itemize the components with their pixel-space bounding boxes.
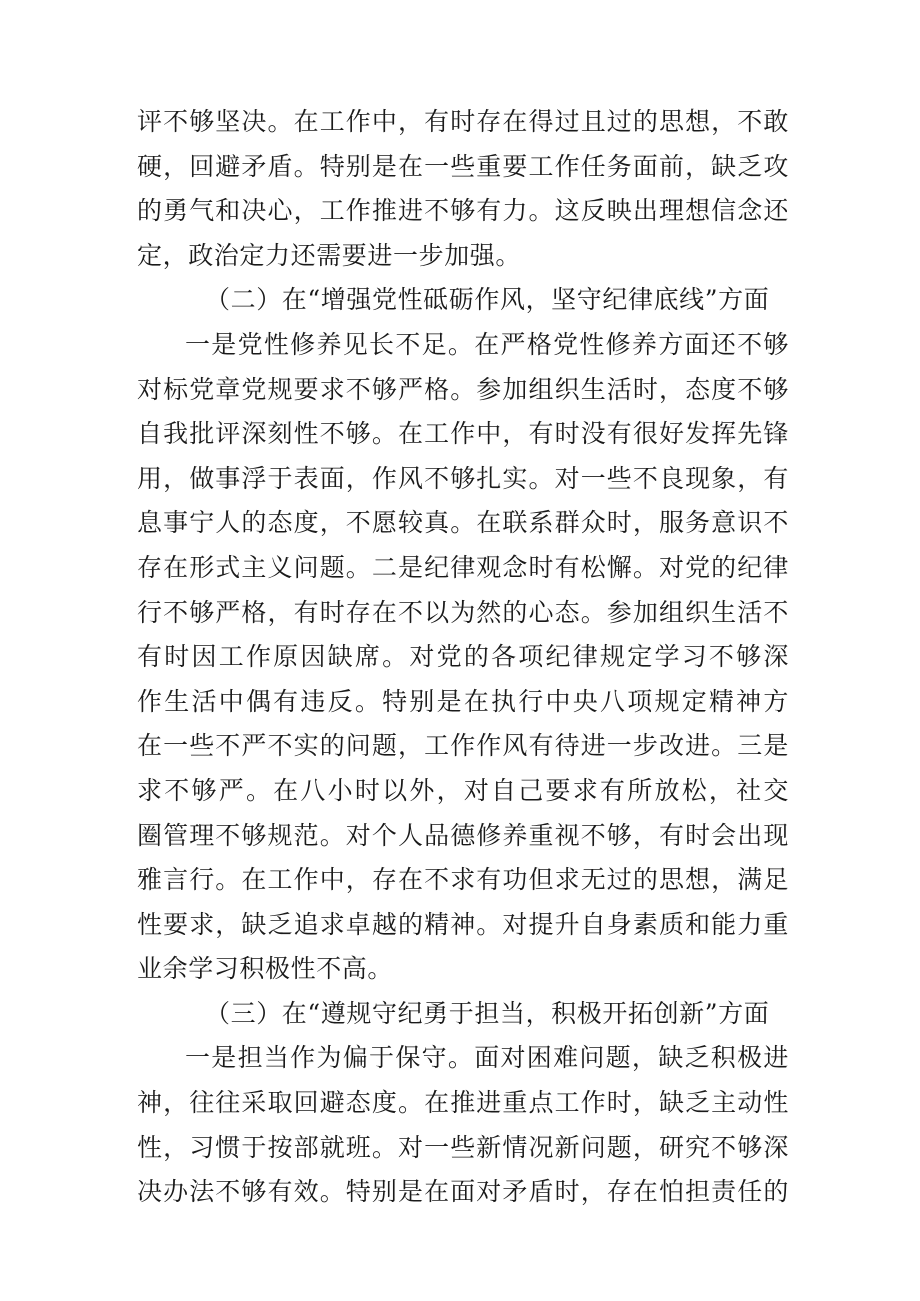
text-line: 自我批评深刻性不够。在工作中，有时没有很好发挥先锋: [137, 419, 789, 449]
text-line: 求不够严。在八小时以外，对自己要求有所放松，社交: [137, 775, 789, 805]
text-line: 有时因工作原因缺席。对党的各项纪律规定学习不够深: [137, 642, 789, 672]
text-line: 息事宁人的态度，不愿较真。在联系群众时，服务意识不: [137, 508, 789, 538]
text-line: 硬，回避矛盾。特别是在一些重要工作任务面前，缺乏攻: [137, 151, 789, 181]
document-body: [137, 100, 789, 1215]
section-heading: （三）在“遵规守纪勇于担当，积极开拓创新”方面: [205, 998, 770, 1028]
text-line: 在一些不严不实的问题，工作作风有待进一步改进。三是: [137, 731, 789, 761]
text-line: 评不够坚决。在工作中，有时存在得过且过的思想，不敢: [137, 107, 789, 136]
text-line: 性要求，缺乏追求卓越的精神。对提升自身素质和能力重: [137, 909, 789, 939]
text-line: 定，政治定力还需要进一步加强。: [137, 240, 522, 270]
section-heading: （二）在“增强党性砥砺作风，坚守纪律底线”方面: [205, 285, 770, 315]
text-line: 一是党性修养见长不足。在严格党性修养方面还不够: [185, 329, 789, 359]
text-line: 决办法不够有效。特别是在面对矛盾时，存在怕担责任的: [137, 1177, 789, 1207]
text-line: 用，做事浮于表面，作风不够扎实。对一些不良现象，有: [137, 463, 789, 493]
text-line: 行不够严格，有时存在不以为然的心态。参加组织生活不: [137, 597, 789, 627]
text-line: 作生活中偶有违反。特别是在执行中央八项规定精神方: [137, 686, 789, 716]
text-line: 对标党章党规要求不够严格。参加组织生活时，态度不够: [137, 374, 789, 404]
text-line: 性，习惯于按部就班。对一些新情况新问题，研究不够深: [137, 1132, 789, 1162]
text-line: 雅言行。在工作中，存在不求有功但求无过的思想，满足: [137, 865, 789, 895]
text-line: 神，往往采取回避态度。在推进重点工作时，缺乏主动性: [137, 1088, 789, 1118]
text-line: 业余学习积极性不高。: [137, 954, 394, 984]
text-line: 一是担当作为偏于保守。面对困难问题，缺乏积极进: [185, 1043, 789, 1073]
text-line: 圈管理不够规范。对个人品德修养重视不够，有时会出现: [137, 820, 789, 850]
text-line: 的勇气和决心，工作推进不够有力。这反映出理想信念还: [137, 196, 789, 226]
text-line: 存在形式主义问题。二是纪律观念时有松懈。对党的纪律: [137, 552, 789, 582]
